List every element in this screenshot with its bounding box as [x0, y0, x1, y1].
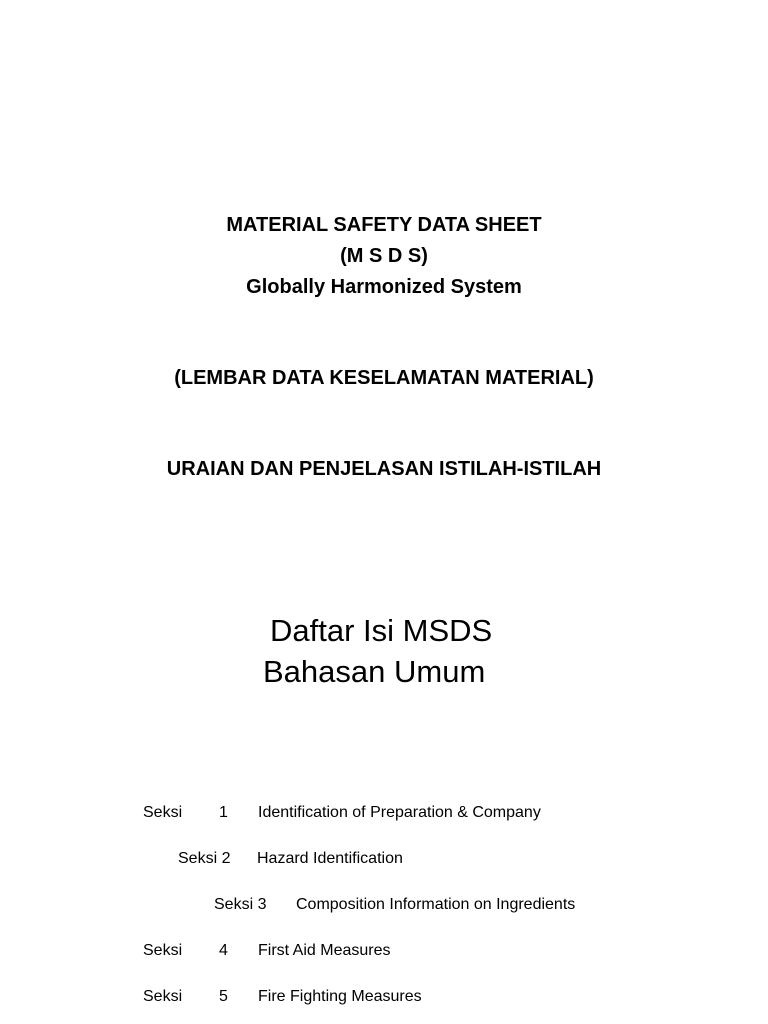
- section-title: Fire Fighting Measures: [258, 988, 422, 1005]
- section-number: 5: [219, 988, 228, 1005]
- subtitle-text: URAIAN DAN PENJELASAN ISTILAH-ISTILAH: [166, 458, 602, 480]
- toc-section-2: [0, 849, 768, 869]
- title-line-msds: MATERIAL SAFETY DATA SHEET: [226, 214, 542, 236]
- section-label: Seksi: [143, 804, 183, 821]
- title-line-ghs: Globally Harmonized System: [246, 276, 522, 298]
- toc-section-3: [0, 895, 768, 915]
- toc-section-4: [0, 941, 768, 961]
- section-label: Seksi: [143, 988, 183, 1005]
- section-number: 1: [219, 804, 228, 821]
- indonesian-title-text: (LEMBAR DATA KESELAMATAN MATERIAL): [174, 367, 594, 389]
- document-subtitle: [0, 455, 768, 483]
- section-title: Identification of Preparation & Company: [258, 804, 541, 821]
- section-label: Seksi: [143, 942, 183, 959]
- indonesian-title: [0, 364, 768, 392]
- section-title: Composition Information on Ingredients: [296, 896, 576, 913]
- section-label: Seksi 2: [178, 850, 231, 867]
- document-title: [0, 210, 768, 303]
- section-title: Hazard Identification: [257, 850, 403, 867]
- toc-section-1: [0, 803, 768, 823]
- section-number: 4: [219, 942, 228, 959]
- section-label: Seksi 3: [214, 896, 267, 913]
- title-line-abbreviation: (M S D S): [340, 245, 428, 267]
- toc-title: Daftar Isi MSDS: [270, 613, 493, 648]
- toc-section-5: [0, 987, 768, 1007]
- section-title: First Aid Measures: [258, 942, 391, 959]
- toc-subtitle: Bahasan Umum: [263, 654, 486, 689]
